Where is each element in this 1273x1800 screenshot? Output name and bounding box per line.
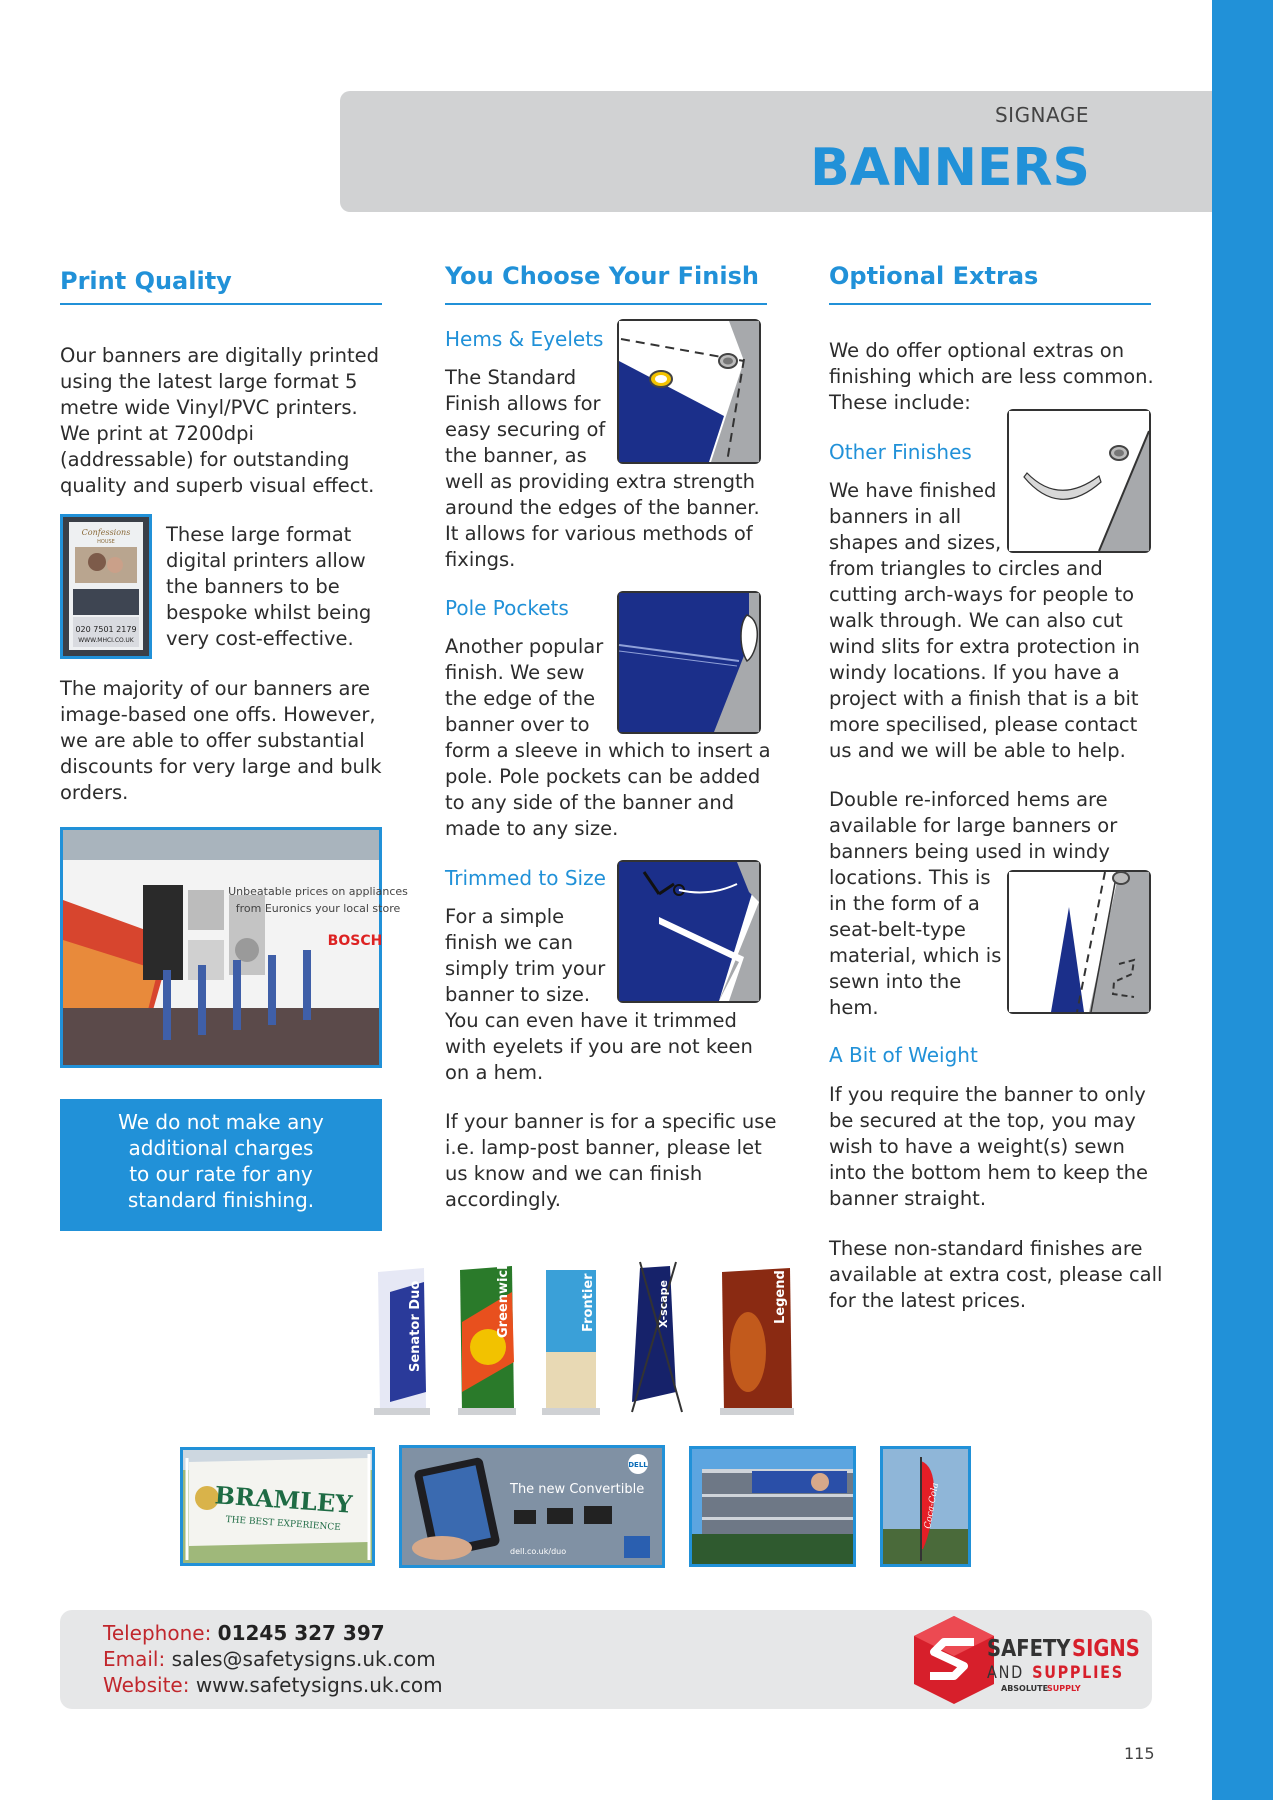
rollup-senator-duo: [374, 1268, 430, 1415]
telephone-label: Telephone:: [103, 1621, 212, 1645]
rollup-label-1: Greenwich: [496, 1260, 511, 1338]
telephone-value[interactable]: 01245 327 397: [217, 1621, 385, 1645]
double-hems-text: Double re-inforced hems are available for large banners or banners being used in windy locations. This is in the form of a seat-belt-type material, which is sewn into the hem.: [829, 788, 1118, 1019]
company-logo: [908, 1614, 1140, 1708]
sample-banner-photo: [60, 514, 152, 659]
sample-banner-phone: 020 7501 2179: [75, 625, 137, 634]
finish-heading: You Choose Your Finish: [445, 262, 759, 290]
bit-of-weight-title: A Bit of Weight: [829, 1043, 978, 1067]
telephone-line: [103, 1620, 385, 1646]
rollup-xscape: [632, 1262, 682, 1412]
email-link[interactable]: sales@safetysigns.uk.com: [171, 1647, 436, 1671]
print-quality-para1: Our banners are digitally printed using the latest large format 5 metre wide Vinyl/PVC printers. We print at 7200dpi (addressable) for outstanding quality and superb visual effect.: [60, 344, 380, 497]
bramley-banner-photo: [180, 1447, 375, 1566]
hems-eyelets-title: Hems & Eyelets: [445, 327, 604, 351]
dell-banner-photo: [399, 1445, 665, 1568]
other-finishes-text: We have finished banners in all shapes and sizes, from triangles to circles and cutting arch-ways for people to walk through. We can also cut wind slits for extra protection in windy locations. If you have a project with a finish that is a bit more specilised, please contact us and we will be able to help.: [829, 479, 1140, 762]
website-link[interactable]: www.safetysigns.uk.com: [195, 1673, 443, 1697]
col2-rule: [445, 303, 767, 305]
store-banner-brand: BOSCH: [327, 933, 383, 949]
rollup-frontier: [542, 1270, 600, 1415]
optional-extras-intro: We do offer optional extras on finishing which are less common. These include:: [829, 339, 1154, 414]
logo-signs: SIGNS: [1072, 1635, 1140, 1663]
right-edge-strip: [1212, 0, 1273, 1800]
sample-banner-title: Confessions: [81, 528, 131, 537]
website-line: [103, 1672, 443, 1698]
page-title: BANNERS: [810, 138, 1090, 198]
pole-pockets-text: Another popular finish. We sew the edge of the banner over to form a sleeve in which to insert a pole. Pole pockets can be added to any side of the banner and made to any size.: [445, 635, 771, 840]
sample-banner-url: WWW.MHCI.CO.UK: [78, 637, 134, 644]
trimmed-text: For a simple finish we can simply trim your banner to size. You can even have it trimmed with eyelets if you are not keen on a hem.: [445, 905, 753, 1084]
non-standard-text: These non-standard finishes are available at extra cost, please call for the latest prices.: [829, 1237, 1163, 1312]
flag-brand: Coca-Cola: [923, 1482, 941, 1530]
dell-logo: DELL: [628, 1461, 648, 1469]
print-quality-para3: The majority of our banners are image-based one offs. However, we are able to offer substantial discounts for very large and bulk orders.: [60, 677, 382, 804]
rollup-label-2: Frontier: [581, 1273, 596, 1332]
website-label: Website:: [103, 1673, 190, 1697]
rollup-label-0: Senator Duo: [408, 1280, 423, 1372]
bit-of-weight-text: If you require the banner to only be secured at the top, you may wish to have a weight(s) sewn into the bottom hem to keep the banner straight.: [829, 1083, 1148, 1210]
logo-absolute: ABSOLUTE: [1001, 1684, 1049, 1693]
sample-banner-subtitle: HOUSE: [97, 539, 115, 545]
rollup-greenwich: [458, 1261, 516, 1415]
col1-rule: [60, 303, 382, 305]
col3-rule: [829, 303, 1151, 305]
rollup-label-3: X-scape: [657, 1280, 670, 1328]
store-banner-photo: [60, 827, 408, 1068]
logo-supplies: SUPPLIES: [1032, 1661, 1124, 1683]
email-label: Email:: [103, 1647, 166, 1671]
contact-footer: [60, 1610, 1152, 1709]
other-finishes-title: Other Finishes: [829, 440, 972, 464]
rollup-legend: [720, 1268, 794, 1415]
logo-supply: SUPPLY: [1047, 1684, 1081, 1693]
print-quality-heading: Print Quality: [60, 267, 232, 295]
print-quality-para2: These large format digital printers allow the banners to be bespoke whilst being very cost-effective.: [166, 523, 372, 650]
store-banner-line1: Unbeatable prices on appliances: [228, 885, 408, 898]
specific-use-text: If your banner is for a specific use i.e. lamp-post banner, please let us know and we can finish accordingly.: [445, 1110, 777, 1211]
rollup-label-4: Legend: [773, 1270, 788, 1324]
store-banner-line2: from Euronics your local store: [235, 902, 401, 915]
section-category: SIGNAGE: [994, 103, 1089, 127]
email-line: [103, 1646, 436, 1672]
trimmed-title: Trimmed to Size: [445, 866, 606, 890]
building-banner-photo: [689, 1446, 856, 1567]
pole-pockets-title: Pole Pockets: [445, 596, 569, 620]
flag-banner-photo: [880, 1446, 971, 1567]
optional-extras-heading: Optional Extras: [829, 262, 1039, 290]
page-header: [340, 91, 1212, 212]
page-number: 115: [1124, 1744, 1155, 1763]
hems-eyelets-text: The Standard Finish allows for easy securing of the banner, as well as providing extra strength around the edges of the banner. It allows for various methods of fixings.: [445, 366, 760, 571]
dell-url: dell.co.uk/duo: [510, 1547, 567, 1556]
no-charge-callout: We do not make any additional charges to our rate for any standard finishing.: [60, 1099, 382, 1231]
dell-headline: The new Convertible: [510, 1482, 645, 1497]
bramley-name: BRAMLEY: [213, 1480, 354, 1519]
logo-and: AND: [987, 1661, 1024, 1683]
rollup-banners-photo: [370, 1262, 800, 1420]
logo-safety: SAFETY: [987, 1635, 1071, 1663]
bramley-tagline: THE BEST EXPERIENCE: [225, 1514, 342, 1534]
